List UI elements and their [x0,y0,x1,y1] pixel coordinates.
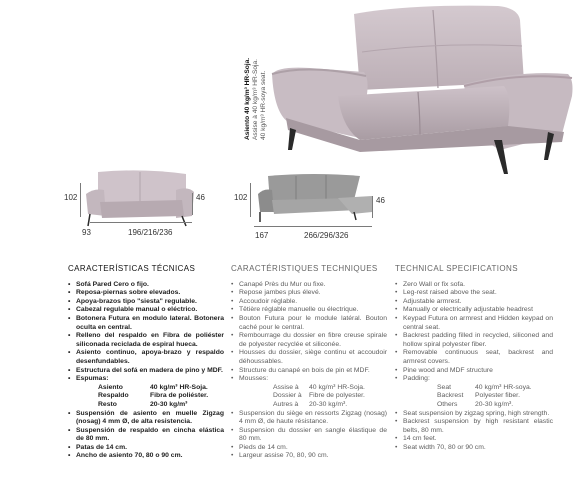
foam-key: Respaldo [98,392,129,400]
chaise-widths: 266/296/326 [304,231,349,240]
list-item: • Apoya-brazos tipo "siesta" regulable. [68,298,224,307]
list-item: • Ancho de asiento 70, 80 o 90 cm. [68,452,224,461]
dimension-line [80,183,81,217]
list-item: • Botonera Futura en modulo lateral. Botonera oculta en central. [68,315,224,332]
density-line-en: 40 kg/m³ HR-soya seat. [260,70,267,140]
list-item: • Keypad Futura on armrest and Hidden keypad on central seat. [395,315,553,332]
two-seater-widths: 196/216/236 [128,228,173,237]
chaise-depth: 167 [255,231,269,240]
list-item: • Zero Wall or fix sofa. [395,281,553,290]
list-item: • Reposa-piernas sobre elevados. [68,289,224,298]
dimension-line [272,226,372,227]
spec-column-es [68,265,224,461]
two-seater-height-right: 46 [196,193,205,202]
foam-value: Fibre de polyester. [309,392,365,400]
list-item: • Adjustable armrest. [395,298,553,307]
foam-value: Polyester fiber. [475,392,520,400]
foam-value: Fibra de poliéster. [150,392,209,400]
chaise-sofa-image [254,172,374,224]
foam-value: 40 kg/m³ HR-soya. [475,383,532,391]
two-seater-height-left: 102 [64,193,78,202]
list-item: • Sofá Pared Cero o fijo. [68,281,224,290]
list-item: • Padding: [395,375,553,384]
foam-key: Autres à [273,400,299,408]
foam-key: Dossier à [273,392,302,400]
list-item: • Structure du canapé en bois de pin et MDF. [231,367,387,376]
chaise-height-right: 46 [376,196,385,205]
dimension-line [254,226,272,227]
foam-key: Assise à [273,383,299,391]
two-seater-depth: 93 [82,228,91,237]
spec-title-fr: CARACTÉRISTIQUES TECHNIQUES [231,264,378,273]
list-item: • Largeur assise 70, 80, 90 cm. [231,452,387,461]
list-item: • Housses du dossier, siège continu et accoudoir déhoussables. [231,349,387,366]
foam-value: 20-30 kg/m³. [309,400,348,408]
foam-table-fr [231,384,387,410]
dimension-line [104,222,192,223]
list-item: • 14 cm feet. [395,435,553,444]
spec-list-fr-2 [231,410,387,462]
list-item: • Bouton Futura pour le module latéral. Bouton caché pour le central. [231,315,387,332]
list-item: • Accoudoir réglable. [231,298,387,307]
dimension-line [372,196,373,218]
foam-key: Asiento [98,383,123,391]
foam-key: Others [437,400,458,408]
list-item: • Leg-rest raised above the seat. [395,289,553,298]
spec-column-en [395,265,553,452]
spec-list-en [395,281,553,384]
list-item: • Cabezal regulable manual o eléctrico. [68,306,224,315]
spec-list-en-2 [395,410,553,453]
dimension-line [192,193,193,215]
list-item: • Rembourrage du dossier en fibre creuse spirale de polyester recyclée et siliconée. [231,332,387,349]
foam-value: 40 kg/m³ HR-Soja. [150,383,208,391]
foam-value: 20-30 kg/m³ [150,400,188,408]
density-line-es: Asiento 40 kg/m³ HR-Soja. [244,57,251,140]
list-item: • Backrest suspension by high resistant elastic belts, 80 mm. [395,418,553,435]
density-line-fr: Assise à 40 kg/m³ HR-Soja. [252,59,259,140]
seat-density-label [244,40,268,140]
foam-key: Backrest [437,392,464,400]
list-item: • Suspension du siège en ressorts Zigzag (nosag) 4 mm Ø, de haute résistance. [231,410,387,427]
list-item: • Relleno del respaldo en Fibra de poliéster siliconada reciclada de espiral hueca. [68,332,224,349]
foam-value: 40 kg/m³ HR-Soja. [309,383,365,391]
list-item: • Pine wood and MDF structure [395,367,553,376]
list-item: • Suspension du dossier en sangle élastique de 80 mm. [231,427,387,444]
list-item: • Têtière réglable manuelle ou électrique. [231,306,387,315]
list-item: • Suspensión de asiento en muelle Zigzag (nosag) 4 mm Ø, de alta resistencia. [68,410,224,427]
list-item: • Canapé Près du Mur ou fixe. [231,281,387,290]
list-item: • Removable continuous seat, backrest and armrest covers. [395,349,553,366]
list-item: • Espumas: [68,375,224,384]
list-item: • Seat width 70, 80 or 90 cm. [395,444,553,453]
foam-key: Seat [437,383,451,391]
list-item: • Suspensión de respaldo en cincha elástica de 80 mm. [68,427,224,444]
list-item: • Estructura del sofá en madera de pino y MDF. [68,367,224,376]
foam-table-en [395,384,553,410]
spec-list-es-2 [68,410,224,462]
list-item: • Asiento continuo, apoya-brazo y respaldo desenfundables. [68,349,224,366]
list-item: • Mousses: [231,375,387,384]
foam-value: 20-30 kg/m³. [475,400,514,408]
hero-sofa-image [268,0,575,180]
spec-column-fr [231,265,387,461]
list-item: • Seat suspension by zigzag spring, high strength. [395,410,553,419]
list-item: • Manually or electrically adjustable headrest [395,306,553,315]
spec-title-es: CARACTERÍSTICAS TÉCNICAS [68,264,196,273]
chaise-height-left: 102 [234,193,248,202]
list-item: • Repose jambes plus élevé. [231,289,387,298]
dimension-line [250,183,251,217]
spec-title-en: TECHNICAL SPECIFICATIONS [395,264,518,273]
list-item: • Backrest padding filled in recycled, siliconed and hollow spiral polyester fiber. [395,332,553,349]
dimension-line [90,222,104,223]
list-item: • Patas de 14 cm. [68,444,224,453]
foam-table-es [68,384,224,410]
foam-key: Resto [98,400,117,408]
spec-list-fr [231,281,387,384]
spec-list-es [68,281,224,384]
list-item: • Pieds de 14 cm. [231,444,387,453]
